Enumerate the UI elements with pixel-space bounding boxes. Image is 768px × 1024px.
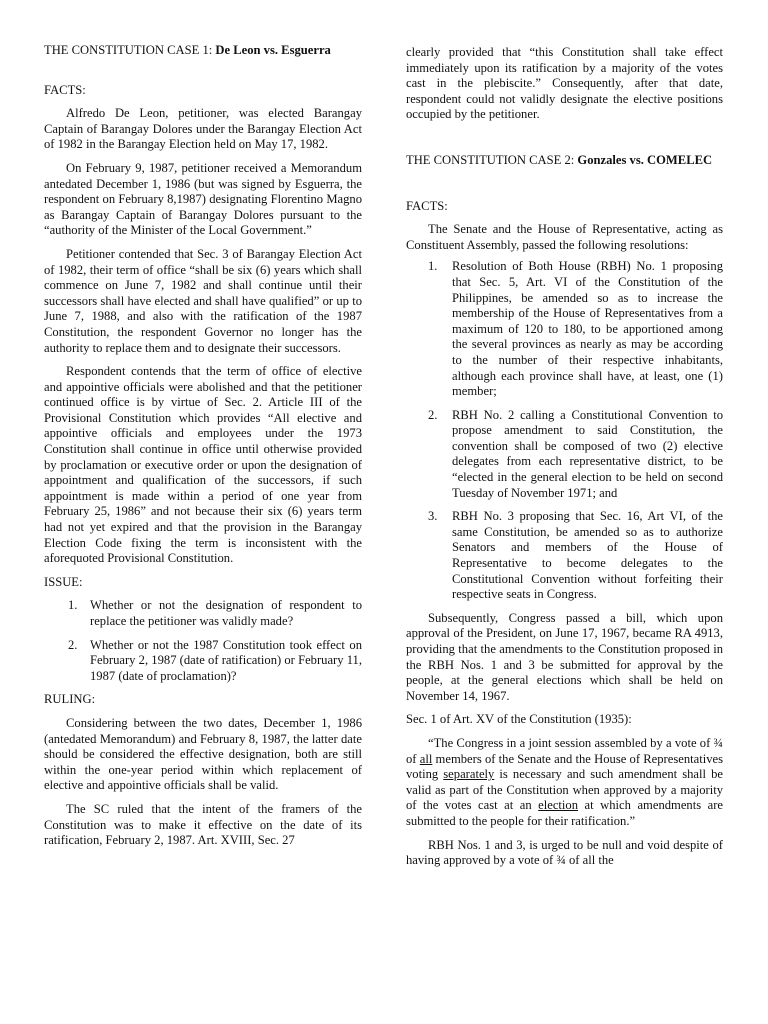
list-item: 1. Resolution of Both House (RBH) No. 1 proposing that Sec. 5, Art. VI of the Constitution of the Philippines, be amended so as to increase the membership of the House of Representatives from a maximum of 120 to 180, to be apportioned among the several provinces as nearly as may be according to the number of their respective inhabitants, although each province shall have, at least, one (1) member;: [428, 259, 723, 399]
case2-facts-paragraph-1: The Senate and the House of Representative, acting as Constituent Assembly, passed the following resolutions:: [406, 222, 723, 252]
list-item: 2. RBH No. 2 calling a Constitutional Convention to propose amendment to said Constitution, the convention shall be composed of two (2) elective delegates from each representative district, to be “elected in the general election to be held on second Tuesday of November 1971; and: [428, 407, 723, 500]
case2-heading: THE CONSTITUTION CASE 2: Gonzales vs. COMELEC: [406, 152, 713, 167]
case1-facts-paragraph-3: Petitioner contended that Sec. 3 of Barangay Election Act of 1982, their term of office “shall be six (6) years which shall commence on June 7, 1982 and shall continue until their successors shall have elected and shall have qualified” or up to June 7, 1988, and also with the ratification of the 1987 Constitution, the respondent Governor no longer has the authority to replace them and to designate their successors.: [44, 246, 362, 355]
case1-issue-label: ISSUE:: [44, 574, 83, 589]
case1-issue-list: [44, 598, 362, 684]
case1-ruling-label: RULING:: [44, 692, 96, 707]
case1-ruling-paragraph-1: Considering between the two dates, December 1, 1986 (antedated Memorandum) and February 8, 1987, the latter date should be considered the effective designation, both are still within the one-year period within which replacement of elective and appointive officials shall be valid.: [44, 715, 362, 793]
case1-title: De Leon vs. Esguerra: [215, 43, 331, 57]
case1-facts-label: FACTS:: [44, 82, 86, 97]
case2-facts-paragraph-3: RBH Nos. 1 and 3, is urged to be null and void despite of having approved by a vote of ¾ of all the: [406, 837, 723, 868]
case2-facts-label: FACTS:: [406, 198, 448, 213]
underlined-election: election: [538, 798, 579, 813]
case1-ruling-continuation: clearly provided that “this Constitution shall take effect immediately upon its ratification by a majority of the votes cast in the plebiscite.” Consequently, after that date, respondent could not validly designate the elective positions occupied by the petitioner.: [406, 45, 723, 122]
list-item: 2. Whether or not the 1987 Constitution took effect on February 2, 1987 (date of ratification) or February 11, 1987 (date of proclamation)?: [68, 637, 362, 683]
case1-facts-paragraph-4: Respondent contends that the term of office of elective and appointive officials were abolished and that the petitioner continued office is by virtue of Sec. 2. Article III of the Provisional Constitution which provides “All elective and appointive officials and employees under the 1973 Constitution shall continue in office until otherwise provided by proclamation or executive order or upon the designation of appointment and qualification of the successors, if such appointment is made within a period of one year from February 25, 1986” and not because their six (6) years term had not yet expired and that the provision in the Barangay Election Code fixing the term is inconsistent with the aforequoted Provisional Constitution.: [44, 364, 362, 566]
case1-heading: THE CONSTITUTION CASE 1: De Leon vs. Esguerra: [44, 43, 331, 57]
case1-facts-paragraph-2: On February 9, 1987, petitioner received a Memorandum antedated December 1, 1986 (but was signed by Esguerra, the respondent on February 8,1987) designating Florentino Magno as Barangay Captain of Barangay Dolores pursuant to the “authority of the Minister of the Local Government.”: [44, 160, 362, 238]
underlined-separately: separately: [443, 767, 495, 782]
case1-facts-paragraph-1: Alfredo De Leon, petitioner, was elected Barangay Captain of Barangay Dolores under the Barangay Election Act of 1982 in the Barangay Election held on May 17, 1982.: [44, 106, 362, 152]
right-column: [406, 0, 723, 869]
left-column: [44, 0, 362, 849]
list-item: 3. RBH No. 3 proposing that Sec. 16, Art VI, of the same Constitution, be amended so as to authorize Senators and members of the House of Representative to become delegates to the Constitutional Convention without forfeiting their respective seats in Congress.: [428, 509, 723, 602]
case2-facts-paragraph-2: Subsequently, Congress passed a bill, which upon approval of the President, on June 17, 1967, became RA 4913, providing that the amendments to the Constitution proposed in the RBH Nos. 1 and 3 be submitted for approval by the people, at the general elections which shall be held on November 14, 1967.: [406, 610, 723, 703]
case2-title: Gonzales vs. COMELEC: [577, 152, 713, 167]
case1-ruling-paragraph-2: The SC ruled that the intent of the framers of the Constitution was to make it effective on the date of its ratification, February 2, 1987. Art. XVIII, Sec. 27: [44, 801, 362, 848]
list-item: 1. Whether or not the designation of respondent to replace the petitioner was validly made?: [68, 598, 362, 628]
resolution-list: [406, 259, 723, 602]
underlined-all: all: [419, 751, 433, 766]
constitution-section-label: Sec. 1 of Art. XV of the Constitution (1935):: [406, 712, 632, 727]
constitution-quote: “The Congress in a joint session assembled by a vote of ¾ of all members of the Senate and the House of Representatives voting separately is necessary and such amendment shall be valid as part of the Constitution when approved by a majority of the votes cast at an election at which amendments are submitted to the people for their ratification.”: [406, 735, 724, 828]
